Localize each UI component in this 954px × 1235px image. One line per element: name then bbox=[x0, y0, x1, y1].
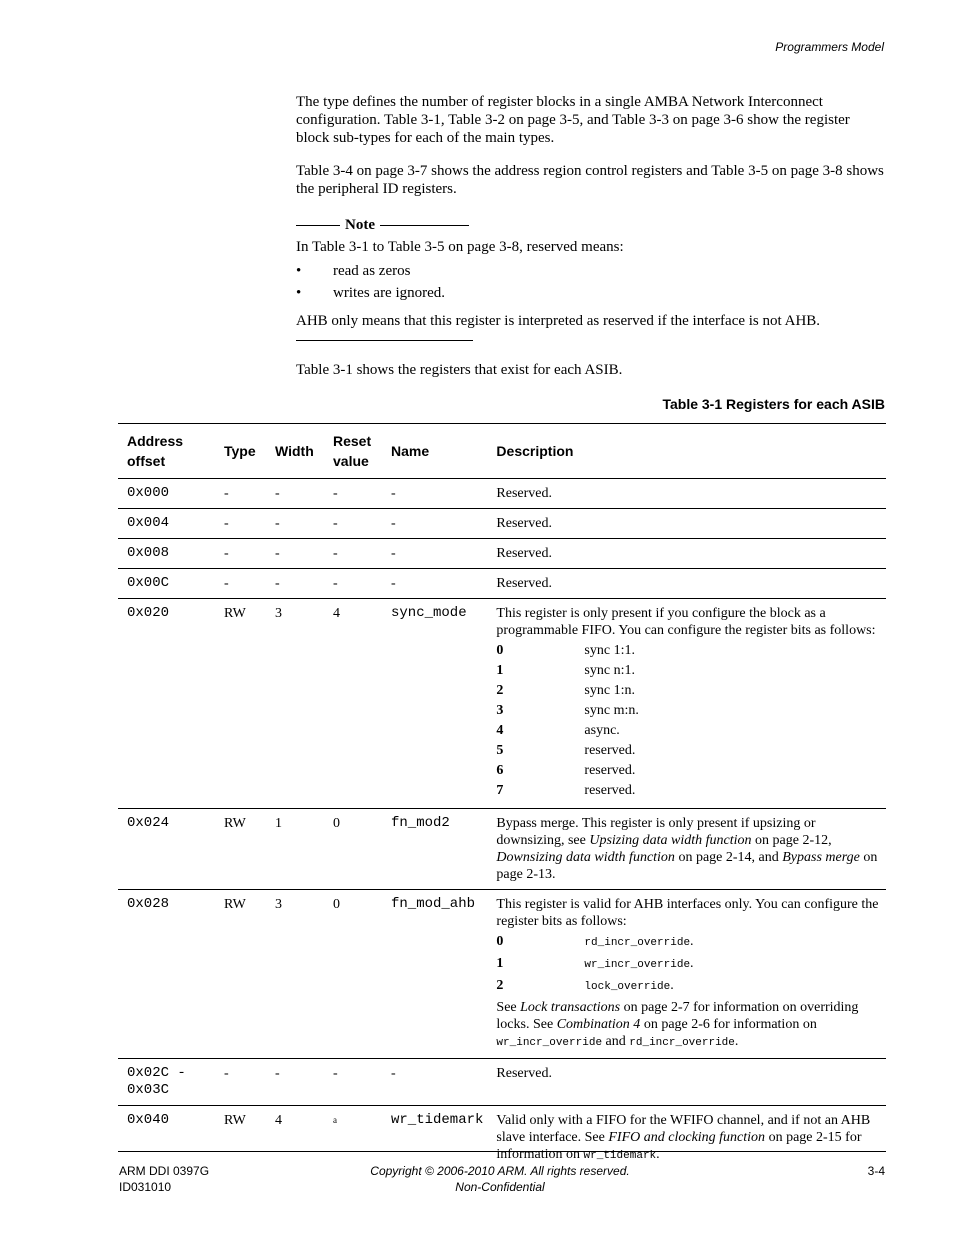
note-box bbox=[296, 216, 886, 341]
cell-width: - bbox=[266, 569, 324, 599]
cell-reset: 0 bbox=[324, 809, 382, 890]
cell-reset: - bbox=[324, 569, 382, 599]
bit-value: 1 bbox=[496, 663, 504, 678]
note-bullet-list bbox=[296, 260, 886, 304]
footer-issue-id: ID031010 bbox=[119, 1180, 172, 1194]
bit-value: 6 bbox=[496, 763, 504, 778]
bullet-glyph: • bbox=[296, 263, 302, 279]
bit-value-list bbox=[496, 642, 882, 799]
cell-description: Reserved. bbox=[487, 569, 886, 599]
cell-width: 3 bbox=[266, 599, 324, 809]
bullet-glyph: • bbox=[296, 285, 302, 301]
bit-meaning: rd_incr_override. bbox=[584, 934, 694, 949]
header-description: Description bbox=[487, 424, 886, 479]
footnote-marker: a bbox=[333, 1115, 337, 1125]
bit-value: 3 bbox=[496, 703, 504, 718]
bit-meaning: reserved. bbox=[584, 743, 636, 758]
cell-reset: 0 bbox=[324, 890, 382, 1059]
cell-reset: 4 bbox=[324, 599, 382, 809]
header-width: Width bbox=[266, 424, 324, 479]
description-text: This register is valid for AHB interfaces only. You can configure the register bits as follows: bbox=[496, 897, 879, 929]
cell-type: - bbox=[215, 509, 266, 539]
cell-width: 4 bbox=[275, 1113, 282, 1128]
bit-meaning: sync m:n. bbox=[584, 703, 639, 718]
note-heading bbox=[296, 216, 886, 234]
table-row bbox=[118, 539, 886, 569]
cell-description: Reserved. bbox=[487, 539, 886, 569]
footer-page-number: 3-4 bbox=[867, 1164, 885, 1178]
bit-value: 2 bbox=[496, 683, 504, 698]
intro-paragraph-1: The type defines the number of register blocks in a single AMBA Network Interconnect configuration. Table 3-1, Table 3-2 on page 3-5, and Table 3-3 on page 3-6 show the register block sub-types for each of the main types. bbox=[296, 94, 850, 146]
cell-name: - bbox=[382, 1059, 487, 1106]
header-address-offset: Address offset bbox=[118, 424, 215, 479]
bit-meaning: async. bbox=[584, 723, 620, 738]
cell-description bbox=[487, 599, 886, 809]
intro-paragraph-2: Table 3-4 on page 3-7 shows the address region control registers and Table 3-5 on page 3-8 shows the peripheral ID registers. bbox=[296, 163, 884, 197]
note-rule-right bbox=[380, 225, 469, 226]
description-see-also: See Lock transactions on page 2-7 for information on overriding locks. See Combination 4 on page 2-6 for information on wr_incr_override and rd_incr_override. bbox=[496, 1000, 859, 1049]
bit-value: 4 bbox=[496, 723, 504, 738]
cell-description: Bypass merge. This register is only present if upsizing or downsizing, see Upsizing data width function on page 2-12, Downsizing data width function on page 2-14, and Bypass merge on page 2-13. bbox=[487, 809, 886, 890]
table-row bbox=[118, 1059, 886, 1106]
footer-doc-id: ARM DDI 0397G bbox=[119, 1164, 210, 1178]
cell-address: 0x02C - 0x03C bbox=[118, 1059, 215, 1106]
cell-reset: - bbox=[324, 1059, 382, 1106]
cell-name: wr_tidemark bbox=[391, 1112, 484, 1128]
cross-reference: FIFO and clocking function bbox=[608, 1130, 766, 1145]
cell-address: 0x020 bbox=[118, 599, 215, 809]
bit-value-list bbox=[496, 933, 882, 996]
table-row bbox=[118, 509, 886, 539]
cell-reset: - bbox=[324, 509, 382, 539]
running-header: Programmers Model bbox=[775, 40, 884, 54]
bullet-text: writes are ignored. bbox=[333, 285, 446, 301]
cell-address: 0x040 bbox=[127, 1112, 170, 1128]
cell-address: 0x00C bbox=[118, 569, 215, 599]
bit-value: 1 bbox=[496, 956, 504, 971]
header-reset-value: Reset value bbox=[324, 424, 382, 479]
footer-rule bbox=[118, 1151, 886, 1152]
table-row bbox=[118, 569, 886, 599]
list-item bbox=[296, 260, 886, 282]
bit-meaning: reserved. bbox=[584, 763, 636, 778]
cell-width: - bbox=[266, 539, 324, 569]
footer-legal bbox=[300, 1163, 700, 1195]
bit-meaning: sync n:1. bbox=[584, 663, 635, 678]
cell-width: 1 bbox=[266, 809, 324, 890]
cell-address: 0x004 bbox=[118, 509, 215, 539]
cell-address: 0x024 bbox=[118, 809, 215, 890]
registers-table bbox=[118, 423, 886, 1191]
cell-description bbox=[487, 890, 886, 1059]
cross-reference: Downsizing data width function bbox=[496, 850, 675, 865]
cell-description: Valid only with a FIFO for the WFIFO channel, and if not an AHB slave interface. See FIFO and clocking function on page 2-15 for information on wr_tidemark. bbox=[496, 1113, 871, 1162]
cell-description: Reserved. bbox=[487, 1059, 886, 1106]
cell-name: fn_mod_ahb bbox=[382, 890, 487, 1059]
table-intro-paragraph: Table 3-1 shows the registers that exist for each ASIB. bbox=[296, 362, 623, 378]
cell-type: - bbox=[215, 1059, 266, 1106]
table-row bbox=[118, 599, 886, 809]
cell-description: Reserved. bbox=[487, 509, 886, 539]
cross-reference: Combination 4 bbox=[556, 1017, 641, 1032]
cell-description: Reserved. bbox=[487, 479, 886, 509]
cell-address: 0x000 bbox=[118, 479, 215, 509]
cell-name: fn_mod2 bbox=[382, 809, 487, 890]
cell-name: - bbox=[382, 569, 487, 599]
note-end-rule bbox=[296, 340, 473, 341]
bit-value: 0 bbox=[496, 934, 504, 949]
cross-reference: Bypass merge bbox=[782, 850, 860, 865]
header-type: Type bbox=[215, 424, 266, 479]
note-label: Note bbox=[345, 217, 375, 233]
cell-width: - bbox=[266, 1059, 324, 1106]
cell-type: - bbox=[215, 569, 266, 599]
note-intro: In Table 3-1 to Table 3-5 on page 3-8, reserved means: bbox=[296, 239, 624, 255]
bit-value: 7 bbox=[496, 783, 504, 798]
bit-meaning: reserved. bbox=[584, 783, 636, 798]
cell-width: 3 bbox=[266, 890, 324, 1059]
bit-value: 2 bbox=[496, 978, 504, 993]
cell-name: - bbox=[382, 479, 487, 509]
cross-reference: Upsizing data width function bbox=[589, 833, 752, 848]
bit-value: 5 bbox=[496, 743, 504, 758]
cell-address: 0x008 bbox=[118, 539, 215, 569]
note-ahb-text: AHB only means that this register is interpreted as reserved if the interface is not AHB. bbox=[296, 313, 821, 329]
table-title: Table 3-1 Registers for each ASIB bbox=[662, 396, 885, 412]
footer-confidentiality: Non-Confidential bbox=[455, 1180, 545, 1194]
cell-width: - bbox=[266, 509, 324, 539]
bit-meaning: lock_override. bbox=[584, 978, 674, 993]
table-row bbox=[118, 890, 886, 1059]
cell-type: - bbox=[215, 479, 266, 509]
cell-name: - bbox=[382, 539, 487, 569]
cell-reset: - bbox=[324, 539, 382, 569]
cell-name: - bbox=[382, 509, 487, 539]
cell-type: - bbox=[215, 539, 266, 569]
cell-type: RW bbox=[215, 890, 266, 1059]
bit-value: 0 bbox=[496, 643, 504, 658]
description-text: This register is only present if you configure the block as a programmable FIFO. You can configure the register bits as follows: bbox=[496, 606, 876, 638]
footer-copyright: Copyright © 2006-2010 ARM. All rights reserved. bbox=[370, 1164, 630, 1178]
cell-reset: - bbox=[324, 479, 382, 509]
list-item bbox=[296, 282, 886, 304]
cell-type: RW bbox=[215, 809, 266, 890]
header-name: Name bbox=[382, 424, 487, 479]
cell-type: RW bbox=[215, 599, 266, 809]
cross-reference: Lock transactions bbox=[520, 1000, 621, 1015]
table-row bbox=[118, 479, 886, 509]
table-header-row bbox=[118, 424, 886, 479]
cell-address: 0x028 bbox=[118, 890, 215, 1059]
cell-name: sync_mode bbox=[382, 599, 487, 809]
bit-meaning: sync 1:1. bbox=[584, 643, 635, 658]
bit-meaning: sync 1:n. bbox=[584, 683, 635, 698]
footer-doc-ids bbox=[119, 1163, 209, 1195]
cell-width: - bbox=[266, 479, 324, 509]
table-row bbox=[118, 809, 886, 890]
cell-type: RW bbox=[224, 1113, 246, 1128]
bullet-text: read as zeros bbox=[333, 263, 411, 279]
bit-meaning: wr_incr_override. bbox=[584, 956, 694, 971]
note-rule-left bbox=[296, 225, 340, 226]
